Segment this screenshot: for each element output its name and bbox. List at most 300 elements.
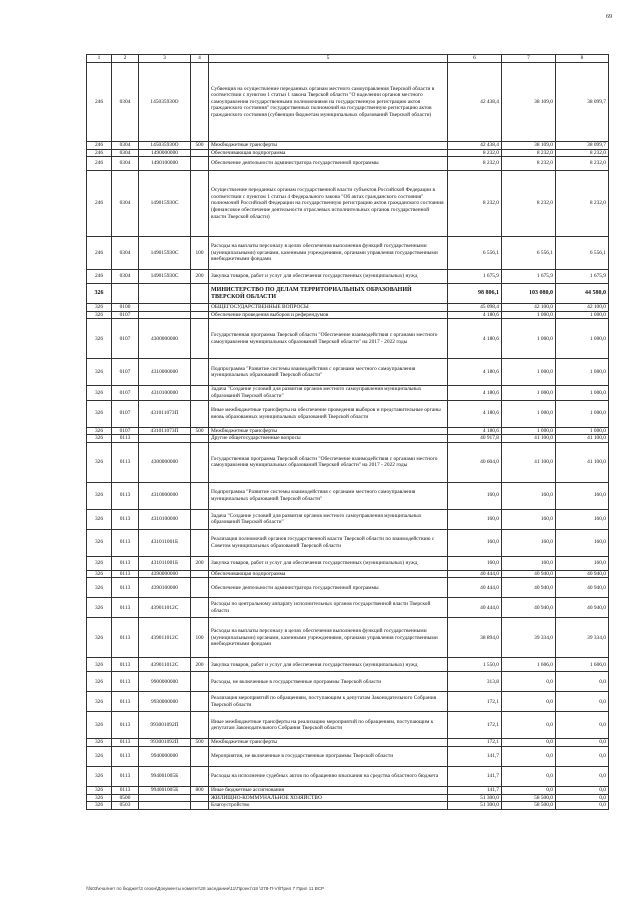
expense-type-code xyxy=(191,570,209,578)
expense-type-code: 500 xyxy=(191,427,209,435)
target-article-code: 4310100000 xyxy=(139,509,191,529)
value-year-1: 45 098,4 xyxy=(448,304,502,312)
row-description: Задача "Создание условий для развития органов местного самоуправления муниципальных образований Тверской области" xyxy=(209,509,448,529)
expense-type-code: 100 xyxy=(191,237,209,270)
section-code: 0113 xyxy=(112,509,139,529)
table-row xyxy=(87,766,609,786)
value-year-2: 0,0 xyxy=(502,712,556,739)
value-year-3: 0,0 xyxy=(556,692,609,712)
value-year-3: 38 099,7 xyxy=(556,63,609,142)
table-row xyxy=(87,149,609,157)
admin-code: 246 xyxy=(87,63,112,142)
value-year-2: 160,0 xyxy=(502,482,556,509)
target-article-code xyxy=(139,802,191,810)
row-description: Межбюджетные трансферты xyxy=(209,427,448,435)
col-header: 8 xyxy=(556,55,609,63)
section-code: 0113 xyxy=(112,482,139,509)
value-year-3: 8 232,0 xyxy=(556,171,609,237)
target-article-code: 4310000000 xyxy=(139,482,191,509)
admin-code: 246 xyxy=(87,157,112,171)
section-code: 0107 xyxy=(112,319,139,359)
value-year-1: 141,7 xyxy=(448,746,502,766)
table-row xyxy=(87,578,609,598)
table-row xyxy=(87,556,609,570)
target-article-code: 1490000000 xyxy=(139,149,191,157)
admin-code: 326 xyxy=(87,319,112,359)
value-year-3: 40 940,0 xyxy=(556,578,609,598)
value-year-3: 6 556,1 xyxy=(556,237,609,270)
value-year-2: 41 100,0 xyxy=(502,442,556,482)
value-year-2: 40 940,0 xyxy=(502,570,556,578)
section-code: 0107 xyxy=(112,311,139,319)
table-row xyxy=(87,400,609,427)
expense-type-code xyxy=(191,359,209,386)
page-number: 69 xyxy=(606,14,612,20)
section-code: 0500 xyxy=(112,794,139,802)
table-row xyxy=(87,570,609,578)
expense-type-code xyxy=(191,157,209,171)
expense-type-code xyxy=(191,672,209,692)
expense-type-code xyxy=(191,442,209,482)
value-year-3: 0,0 xyxy=(556,712,609,739)
value-year-1: 40 917,8 xyxy=(448,435,502,443)
header-row xyxy=(87,55,609,63)
row-description: МИНИСТЕРСТВО ПО ДЕЛАМ ТЕРРИТОРИАЛЬНЫХ ОБРАЗОВАНИЙ ТВЕРСКОЙ ОБЛАСТИ xyxy=(209,284,448,304)
expense-type-code xyxy=(191,598,209,618)
target-article-code: 431011001Б xyxy=(139,529,191,556)
table-row xyxy=(87,284,609,304)
value-year-3: 42 100,0 xyxy=(556,304,609,312)
value-year-2: 1 000,0 xyxy=(502,386,556,400)
target-article-code: 4300000000 xyxy=(139,442,191,482)
value-year-1: 160,0 xyxy=(448,529,502,556)
section-code: 0113 xyxy=(112,618,139,658)
target-article-code: 431011073П xyxy=(139,427,191,435)
table-row xyxy=(87,712,609,739)
table-row xyxy=(87,598,609,618)
value-year-2: 38 109,0 xyxy=(502,142,556,150)
section-code: 0113 xyxy=(112,578,139,598)
section-code: 0503 xyxy=(112,802,139,810)
section-code: 0113 xyxy=(112,570,139,578)
table-row xyxy=(87,802,609,810)
expense-type-code xyxy=(191,578,209,598)
target-article-code: 149015930С xyxy=(139,171,191,237)
value-year-1: 172,1 xyxy=(448,739,502,747)
table-row xyxy=(87,739,609,747)
admin-code: 326 xyxy=(87,427,112,435)
expense-type-code xyxy=(191,386,209,400)
table-row xyxy=(87,672,609,692)
admin-code: 326 xyxy=(87,692,112,712)
section-code: 0113 xyxy=(112,692,139,712)
table-row xyxy=(87,786,609,794)
target-article-code: 145035930О xyxy=(139,63,191,142)
admin-code: 326 xyxy=(87,311,112,319)
section-code: 0304 xyxy=(112,149,139,157)
row-description: Межбюджетные трансферты xyxy=(209,142,448,150)
value-year-1: 51 300,0 xyxy=(448,802,502,810)
row-description: Обеспечивающая подпрограмма xyxy=(209,570,448,578)
table-row xyxy=(87,319,609,359)
value-year-1: 51 300,0 xyxy=(448,794,502,802)
target-article-code xyxy=(139,435,191,443)
value-year-2: 1 000,0 xyxy=(502,400,556,427)
value-year-2: 0,0 xyxy=(502,746,556,766)
section-code xyxy=(112,284,139,304)
value-year-2: 40 940,0 xyxy=(502,578,556,598)
value-year-1: 4 180,6 xyxy=(448,427,502,435)
table-row xyxy=(87,270,609,284)
value-year-2: 58 500,0 xyxy=(502,794,556,802)
section-code: 0113 xyxy=(112,746,139,766)
expense-type-code xyxy=(191,319,209,359)
expense-type-code xyxy=(191,509,209,529)
section-code: 0113 xyxy=(112,712,139,739)
value-year-2: 41 100,0 xyxy=(502,435,556,443)
value-year-3: 0,0 xyxy=(556,766,609,786)
row-description: Межбюджетные трансферты xyxy=(209,739,448,747)
row-description: Задача "Создание условий для развития органов местного самоуправления муниципальных образований Тверской области" xyxy=(209,386,448,400)
section-code: 0113 xyxy=(112,766,139,786)
section-code: 0107 xyxy=(112,386,139,400)
footer-file-path: \\fs03\кчалнет по бюджет\3 сезон\Документы комитет\28 заседание\11\Проект\18 \378-П-VI\Прил 7 Прил 11 ВСР xyxy=(86,886,325,891)
value-year-2: 38 109,0 xyxy=(502,63,556,142)
value-year-2: 0,0 xyxy=(502,766,556,786)
row-description: Закупка товаров, работ и услуг для обеспечения государственных (муниципальных) нужд xyxy=(209,658,448,672)
table-row xyxy=(87,427,609,435)
value-year-3: 41 100,0 xyxy=(556,435,609,443)
admin-code: 246 xyxy=(87,237,112,270)
value-year-2: 6 556,1 xyxy=(502,237,556,270)
value-year-2: 0,0 xyxy=(502,692,556,712)
value-year-1: 4 180,6 xyxy=(448,386,502,400)
table-row xyxy=(87,529,609,556)
admin-code: 326 xyxy=(87,570,112,578)
value-year-1: 172,1 xyxy=(448,712,502,739)
table-row xyxy=(87,509,609,529)
value-year-3: 1 000,0 xyxy=(556,386,609,400)
value-year-1: 38 894,0 xyxy=(448,618,502,658)
value-year-2: 1 675,9 xyxy=(502,270,556,284)
target-article-code: 994001005Б xyxy=(139,786,191,794)
row-description: Расходы на исполнение судебных актов по обращению взыскания на средства областного бюджета xyxy=(209,766,448,786)
admin-code: 326 xyxy=(87,442,112,482)
value-year-3: 1 000,0 xyxy=(556,359,609,386)
table-row xyxy=(87,142,609,150)
row-description: Реализация мероприятий по обращениям, поступающим к депутатам Законодательного Собрания Тверской области xyxy=(209,692,448,712)
admin-code: 326 xyxy=(87,786,112,794)
value-year-1: 160,0 xyxy=(448,556,502,570)
target-article-code: 431011073П xyxy=(139,400,191,427)
section-code: 0100 xyxy=(112,304,139,312)
section-code: 0107 xyxy=(112,400,139,427)
admin-code: 326 xyxy=(87,578,112,598)
target-article-code: 149015930С xyxy=(139,237,191,270)
row-description: Расходы на выплаты персоналу в целях обеспечения выполнения функций государственными (муниципальными) органами, казенными учреждениями, органами управления государственными внебюджетными фондами xyxy=(209,237,448,270)
value-year-3: 8 232,0 xyxy=(556,149,609,157)
admin-code: 326 xyxy=(87,658,112,672)
target-article-code xyxy=(139,304,191,312)
row-description: Обеспечение деятельности администратора государственной программы xyxy=(209,578,448,598)
value-year-2: 160,0 xyxy=(502,556,556,570)
value-year-1: 172,1 xyxy=(448,692,502,712)
row-description: Государственная программа Тверской области "Обеспечение взаимодействия с органами местного самоуправления муниципальных образований Тверской области" на 2017 - 2022 годы xyxy=(209,319,448,359)
admin-code: 326 xyxy=(87,712,112,739)
target-article-code: 994001005Б xyxy=(139,766,191,786)
value-year-1: 42 438,4 xyxy=(448,63,502,142)
value-year-3: 8 232,0 xyxy=(556,157,609,171)
row-description: Иные бюджетные ассигнования xyxy=(209,786,448,794)
expense-type-code xyxy=(191,311,209,319)
value-year-3: 0,0 xyxy=(556,672,609,692)
expense-type-code: 500 xyxy=(191,739,209,747)
target-article-code: 993001092П xyxy=(139,739,191,747)
value-year-3: 1 000,0 xyxy=(556,400,609,427)
value-year-3: 40 940,0 xyxy=(556,598,609,618)
row-description: Обеспечивающая подпрограмма xyxy=(209,149,448,157)
admin-code: 326 xyxy=(87,802,112,810)
value-year-1: 1 550,0 xyxy=(448,658,502,672)
admin-code: 326 xyxy=(87,304,112,312)
admin-code: 326 xyxy=(87,618,112,658)
value-year-1: 6 556,1 xyxy=(448,237,502,270)
value-year-3: 41 100,0 xyxy=(556,442,609,482)
section-code: 0113 xyxy=(112,442,139,482)
admin-code: 326 xyxy=(87,766,112,786)
row-description: Обеспечение проведения выборов и референдумов xyxy=(209,311,448,319)
admin-code: 326 xyxy=(87,739,112,747)
admin-code: 326 xyxy=(87,794,112,802)
section-code: 0113 xyxy=(112,556,139,570)
expense-type-code xyxy=(191,482,209,509)
table-row xyxy=(87,386,609,400)
value-year-3: 1 000,0 xyxy=(556,427,609,435)
table-row xyxy=(87,482,609,509)
section-code: 0107 xyxy=(112,427,139,435)
admin-code: 326 xyxy=(87,529,112,556)
expense-type-code: 500 xyxy=(191,142,209,150)
section-code: 0107 xyxy=(112,359,139,386)
section-code: 0113 xyxy=(112,672,139,692)
value-year-1: 8 232,0 xyxy=(448,149,502,157)
row-description: Закупка товаров, работ и услуг для обеспечения государственных (муниципальных) нужд xyxy=(209,556,448,570)
admin-code: 246 xyxy=(87,149,112,157)
admin-code: 326 xyxy=(87,386,112,400)
expense-type-code: 200 xyxy=(191,658,209,672)
value-year-2: 0,0 xyxy=(502,786,556,794)
table-row xyxy=(87,794,609,802)
expense-type-code xyxy=(191,766,209,786)
value-year-2: 1 000,0 xyxy=(502,319,556,359)
value-year-1: 8 232,0 xyxy=(448,157,502,171)
row-description: Реализация полномочий органов государственной власти Тверской области по взаимодействию с Советом муниципальных образований Тверской области xyxy=(209,529,448,556)
row-description: Закупка товаров, работ и услуг для обеспечения государственных (муниципальных) нужд xyxy=(209,270,448,284)
target-article-code: 439011012С xyxy=(139,598,191,618)
admin-code: 326 xyxy=(87,746,112,766)
value-year-3: 160,0 xyxy=(556,529,609,556)
table-row xyxy=(87,746,609,766)
admin-code: 246 xyxy=(87,142,112,150)
admin-code: 326 xyxy=(87,509,112,529)
row-description: Благоустройство xyxy=(209,802,448,810)
expense-type-code xyxy=(191,794,209,802)
target-article-code: 9940000000 xyxy=(139,746,191,766)
admin-code: 326 xyxy=(87,284,112,304)
value-year-2: 160,0 xyxy=(502,509,556,529)
section-code: 0113 xyxy=(112,529,139,556)
budget-table-body xyxy=(87,63,609,810)
value-year-1: 40 604,0 xyxy=(448,442,502,482)
expense-type-code xyxy=(191,746,209,766)
value-year-1: 4 180,6 xyxy=(448,400,502,427)
col-header: 5 xyxy=(209,55,448,63)
value-year-3: 40 940,0 xyxy=(556,570,609,578)
value-year-3: 0,0 xyxy=(556,786,609,794)
value-year-3: 38 099,7 xyxy=(556,142,609,150)
table-row xyxy=(87,442,609,482)
value-year-2: 8 232,0 xyxy=(502,149,556,157)
expense-type-code xyxy=(191,63,209,142)
section-code: 0113 xyxy=(112,658,139,672)
row-description: Иные межбюджетные трансферты на реализацию мероприятий по обращениям, поступающим к депутатам Законодательного Собрания Тверской области xyxy=(209,712,448,739)
value-year-3: 160,0 xyxy=(556,509,609,529)
expense-type-code: 200 xyxy=(191,270,209,284)
value-year-1: 98 806,1 xyxy=(448,284,502,304)
table-row xyxy=(87,435,609,443)
value-year-3: 0,0 xyxy=(556,802,609,810)
expense-type-code xyxy=(191,149,209,157)
target-article-code: 439011012С xyxy=(139,658,191,672)
col-header: 2 xyxy=(112,55,139,63)
value-year-2: 42 100,0 xyxy=(502,304,556,312)
value-year-1: 4 180,6 xyxy=(448,359,502,386)
target-article-code: 4390000000 xyxy=(139,570,191,578)
value-year-3: 1 000,0 xyxy=(556,311,609,319)
value-year-1: 4 180,6 xyxy=(448,319,502,359)
target-article-code: 439011012С xyxy=(139,618,191,658)
row-description: Расходы на выплаты персоналу в целях обеспечения выполнения функций государственными (муниципальными) органами, казенными учреждениями, органами управления государственными внебюджетными фондами xyxy=(209,618,448,658)
admin-code: 326 xyxy=(87,400,112,427)
col-header: 6 xyxy=(448,55,502,63)
value-year-1: 141,7 xyxy=(448,786,502,794)
value-year-1: 40 444,0 xyxy=(448,578,502,598)
row-description: Государственная программа Тверской области "Обеспечение взаимодействия с органами местного самоуправления муниципальных образований Тверской области" на 2017 - 2022 годы xyxy=(209,442,448,482)
col-header: 4 xyxy=(191,55,209,63)
row-description: Субвенция на осуществление переданных органам местного самоуправления Тверской области в соответствии с пунктом 1 статьи 1 закона Тверской области "О наделении органов местного самоуправления государственными полномочиями на государственную регистрацию актов гражданского состояния" государственных полномочий на государственную регистрацию актов гражданского состояния (субвенции бюджетам муниципальных образований Тверской области) xyxy=(209,63,448,142)
row-description: Осуществление переданных органам государственной власти субъектов Российской Федерации в соответствии с пунктом 1 статьи 4 Федерального закона "Об актах гражданского состояния" полномочий Российской Федерации на государственную регистрацию актов гражданского состояния (финансовое обеспечение деятельности отраслевых исполнительных органов государственной власти Тверской области) xyxy=(209,171,448,237)
value-year-2: 160,0 xyxy=(502,529,556,556)
target-article-code: 1490100000 xyxy=(139,157,191,171)
target-article-code: 9930000000 xyxy=(139,692,191,712)
table-row xyxy=(87,171,609,237)
row-description: Расходы по центральному аппарату исполнительных органов государственной власти Тверской области xyxy=(209,598,448,618)
expense-type-code xyxy=(191,529,209,556)
value-year-1: 42 438,4 xyxy=(448,142,502,150)
value-year-2: 39 334,0 xyxy=(502,618,556,658)
value-year-3: 39 334,0 xyxy=(556,618,609,658)
row-description: Иные межбюджетные трансферты на обеспечение проведения выборов и представительные органы вновь образованных муниципальных образований Тверской области xyxy=(209,400,448,427)
value-year-2: 8 232,0 xyxy=(502,157,556,171)
expense-type-code xyxy=(191,692,209,712)
section-code: 0304 xyxy=(112,157,139,171)
target-article-code: 4390100000 xyxy=(139,578,191,598)
section-code: 0304 xyxy=(112,270,139,284)
section-code: 0304 xyxy=(112,142,139,150)
value-year-2: 1 606,0 xyxy=(502,658,556,672)
section-code: 0113 xyxy=(112,435,139,443)
value-year-1: 160,0 xyxy=(448,482,502,509)
section-code: 0113 xyxy=(112,598,139,618)
table-row xyxy=(87,618,609,658)
row-description: Подпрограмма "Развитие системы взаимодействия с органами местного самоуправления муниципальных образований Тверской области" xyxy=(209,359,448,386)
section-code: 0113 xyxy=(112,786,139,794)
value-year-3: 0,0 xyxy=(556,746,609,766)
table-row xyxy=(87,311,609,319)
target-article-code: 431011001Б xyxy=(139,556,191,570)
col-header: 3 xyxy=(139,55,191,63)
target-article-code: 149015930С xyxy=(139,270,191,284)
row-description: Мероприятия, не включенные в государственные программы Тверской области xyxy=(209,746,448,766)
value-year-3: 44 580,0 xyxy=(556,284,609,304)
value-year-1: 40 444,0 xyxy=(448,570,502,578)
target-article-code: 4310000000 xyxy=(139,359,191,386)
row-description: Расходы, не включенные в государственные программы Тверской области xyxy=(209,672,448,692)
section-code: 0304 xyxy=(112,171,139,237)
admin-code: 326 xyxy=(87,556,112,570)
target-article-code: 4300000000 xyxy=(139,319,191,359)
target-article-code: 4310100000 xyxy=(139,386,191,400)
value-year-1: 313,8 xyxy=(448,672,502,692)
admin-code: 326 xyxy=(87,435,112,443)
admin-code: 246 xyxy=(87,171,112,237)
target-article-code xyxy=(139,794,191,802)
expense-type-code xyxy=(191,171,209,237)
row-description: Подпрограмма "Развитие системы взаимодействия с органами местного самоуправления муниципальных образований Тверской области" xyxy=(209,482,448,509)
col-header: 7 xyxy=(502,55,556,63)
value-year-1: 1 675,9 xyxy=(448,270,502,284)
table-row xyxy=(87,237,609,270)
budget-table xyxy=(86,54,609,810)
table-row xyxy=(87,63,609,142)
value-year-1: 40 444,0 xyxy=(448,598,502,618)
expense-type-code xyxy=(191,712,209,739)
value-year-2: 103 080,0 xyxy=(502,284,556,304)
target-article-code xyxy=(139,311,191,319)
value-year-3: 1 675,9 xyxy=(556,270,609,284)
value-year-2: 0,0 xyxy=(502,739,556,747)
value-year-1: 141,7 xyxy=(448,766,502,786)
value-year-2: 8 232,0 xyxy=(502,171,556,237)
target-article-code: 9900000000 xyxy=(139,672,191,692)
table-row xyxy=(87,692,609,712)
row-description: Другие общегосударственные вопросы xyxy=(209,435,448,443)
value-year-1: 8 232,0 xyxy=(448,171,502,237)
target-article-code xyxy=(139,284,191,304)
value-year-3: 1 606,0 xyxy=(556,658,609,672)
expense-type-code: 100 xyxy=(191,618,209,658)
expense-type-code xyxy=(191,284,209,304)
target-article-code: 993001092П xyxy=(139,712,191,739)
section-code: 0304 xyxy=(112,63,139,142)
expense-type-code: 800 xyxy=(191,786,209,794)
col-header: 1 xyxy=(87,55,112,63)
value-year-2: 58 500,0 xyxy=(502,802,556,810)
row-description: Обеспечение деятельности администратора государственной программы xyxy=(209,157,448,171)
admin-code: 326 xyxy=(87,359,112,386)
value-year-3: 0,0 xyxy=(556,794,609,802)
admin-code: 326 xyxy=(87,598,112,618)
